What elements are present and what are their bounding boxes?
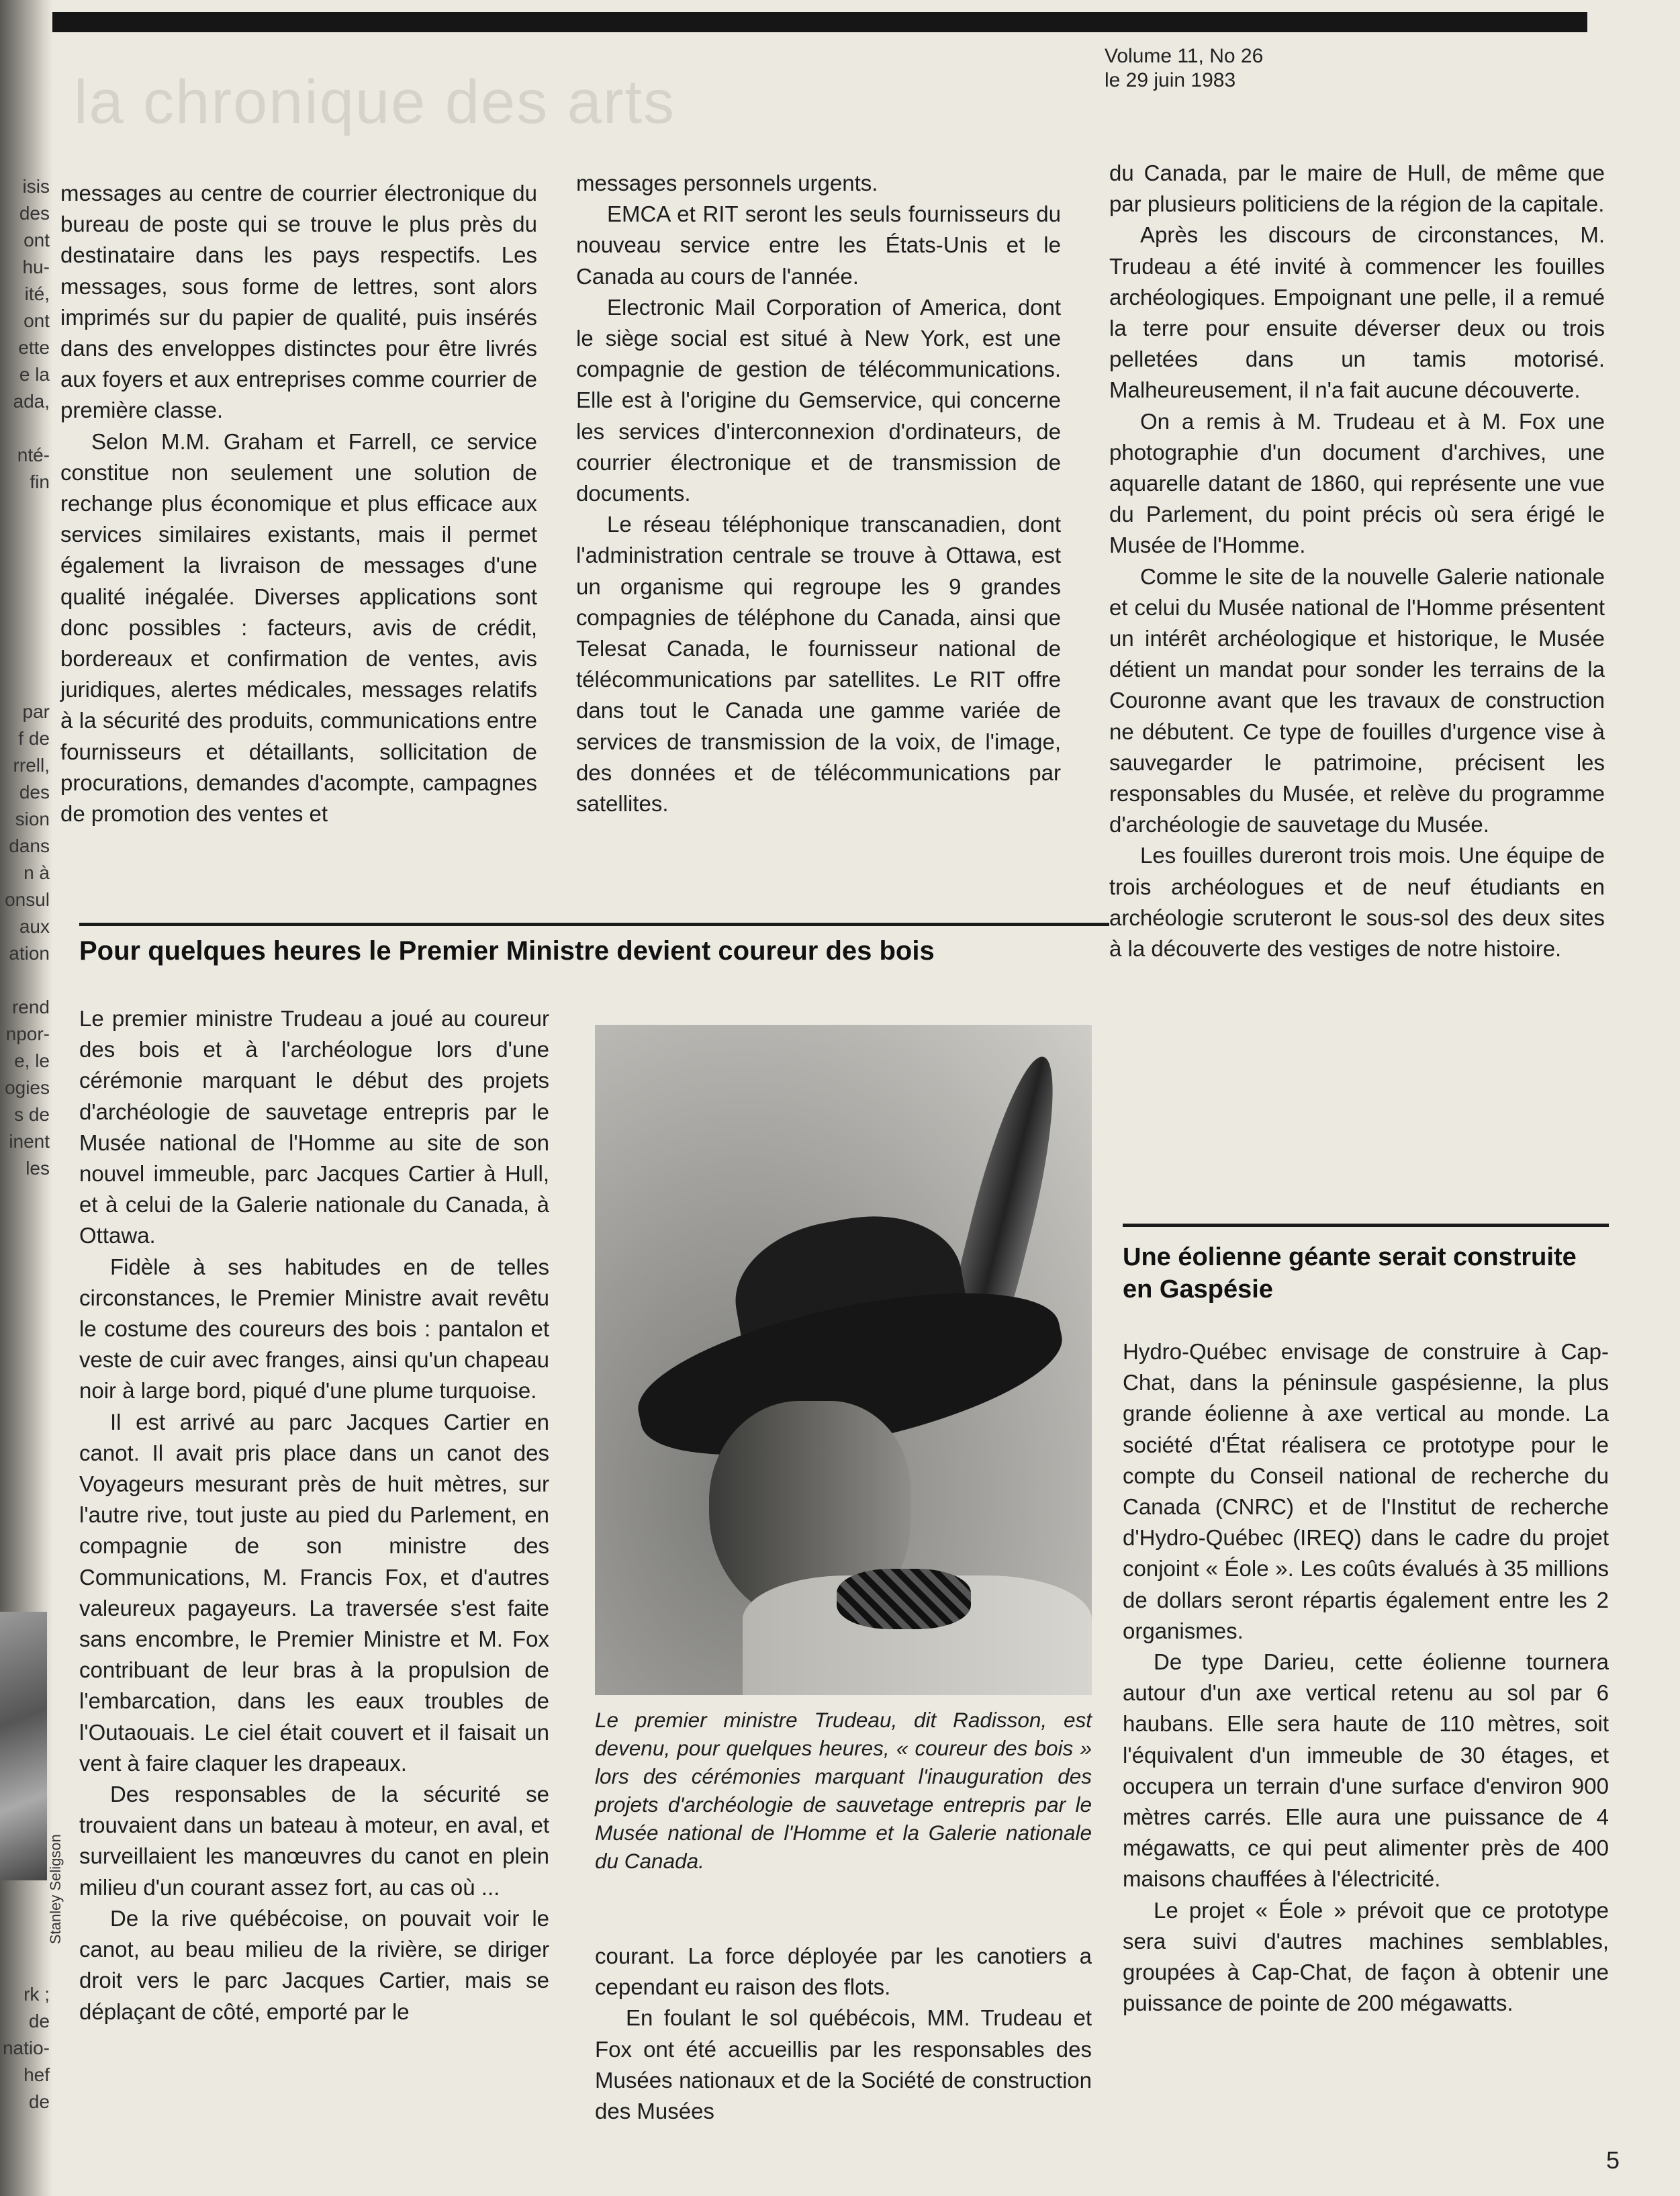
- margin-fragments-top: [0, 173, 50, 496]
- trudeau-photo: [595, 1025, 1092, 1695]
- margin-fragment: rk ; de: [24, 1984, 50, 2031]
- paragraph: Des responsables de la sécurité se trouvaient dans un bateau à moteur, en aval, et surveillaient les manœuvres du canot en plein milieu d'un courant assez fort, au cas où ...: [79, 1782, 549, 1900]
- margin-fragment: des: [19, 203, 50, 224]
- margin-spacer: [0, 967, 50, 994]
- paragraph: Fidèle à ses habitudes en de telles circonstances, le Premier Ministre avait revêtu le costume des coureurs des bois : pantalon et veste de cuir avec franges, ainsi qu'un chapeau noir à large bord, piqué d'une plume turquoise.: [79, 1254, 549, 1404]
- margin-fragment: ada,: [13, 391, 50, 412]
- article3-rule: [1123, 1224, 1609, 1227]
- margin-fragment: nté-: [17, 445, 50, 465]
- margin-fragment: onsul: [5, 889, 50, 910]
- margin-fragment: rrell,: [13, 755, 50, 776]
- article3-headline: Une éolienne géante serait construite en Gaspésie: [1123, 1243, 1577, 1303]
- margin-fragment: e la: [19, 364, 50, 385]
- paragraph: Le réseau téléphonique transcanadien, dont l'administration centrale se trouve à Ottawa, est un organisme qui regroupe les 9 grandes compagnies de téléphone du Canada, ainsi que Telesat Canada, le fournisseur national de télécommunications par satellites. Le RIT offre dans tout le Canada une gamme variée de services de transmission de la voix, de l'image, des données et de télécommunications par satellites.: [576, 512, 1061, 817]
- paragraph: Après les discours de circonstances, M. Trudeau a été invité à commencer les fouilles archéologiques. Empoignant une pelle, il a remué la terre pour ensuite déverser deux ou trois pelletées dans un tamis motorisé. Malheureusement, il n'a fait aucune découverte.: [1109, 222, 1605, 403]
- paragraph: messages au centre de courrier électronique du bureau de poste qui se trouve le plus près du destinataire dans les pays respectifs. Les messages, sous forme de lettres, sont alors imprimés sur du papier de qualité, puis insérés dans des enveloppes distinctes pour être livrés aux foyers et aux entreprises comme courrier de première classe.: [60, 181, 537, 423]
- margin-fragment: npor-: [5, 1023, 50, 1044]
- article2-col2: [595, 1941, 1092, 2127]
- paragraph: De la rive québécoise, on pouvait voir le canot, au beau milieu de la rivière, se diriger droit vers le parc Jacques Cartier, mais se déplaçant de côté, emporté par le: [79, 1905, 549, 2024]
- margin-fragment: s de: [14, 1104, 50, 1125]
- margin-fragment: isis: [22, 176, 50, 197]
- paragraph: Il est arrivé au parc Jacques Cartier en canot. Il avait pris place dans un canot des Voyageurs mesurant près de huit mètres, sur l'autre rive, tout juste au pied du Parlement, en compagnie de son ministre des Communications, M. Francis Fox, et d'autres valeureux pagayeurs. La traversée s'est faite sans encombre, le Premier Ministre et M. Fox contribuant de leur bras à la propulsion de l'embarcation, dans les eaux troubles de l'Outaouais. Le ciel était couvert et il faisait un vent à faire claquer les drapeaux.: [79, 1409, 549, 1776]
- volume-number: Volume 11, No 26: [1105, 45, 1264, 67]
- paragraph: messages personnels urgents.: [576, 171, 878, 195]
- issue-date: le 29 juin 1983: [1105, 69, 1236, 91]
- photo-caption: Le premier ministre Trudeau, dit Radisson, est devenu, pour quelques heures, « coureur des bois » lors des cérémonies marquant l'inauguration des projets d'archéologie de sauvetage entrepris par le Musée national de l'Homme et la Galerie nationale du Canada.: [595, 1708, 1092, 1873]
- paragraph: EMCA et RIT seront les seuls fournisseurs du nouveau service entre les États-Unis et le Canada au cours de l'année.: [576, 201, 1061, 289]
- margin-fragments-mid: [0, 698, 50, 1182]
- margin-fragment: hu-: [22, 257, 50, 277]
- paragraph: Selon M.M. Graham et Farrell, ce service constitue non seulement une solution de rechange plus économique et plus efficace aux services similaires existants, mais il permet également la livraison de messages d'une qualité inégalée. Diverses applications sont donc possibles : facteurs, avis de crédit, bordereaux et confirmation de ventes, avis juridiques, alertes médicales, messages relatifs à la sécurité des produits, communications entre fournisseurs et détaillants, sollicitation de procurations, demandes d'acompte, campagnes de promotion des ventes et: [60, 428, 537, 827]
- margin-fragment: rend: [11, 997, 50, 1017]
- adjacent-page-photo: [0, 1612, 47, 1880]
- paragraph: De type Darieu, cette éolienne tournera autour d'un axe vertical retenu au sol par 6 haubans. Elle sera haute de 110 mètres, soit l'équivalent d'un immeuble de 30 étages, et occupera un terrain d'une surface d'environ 900 mètres carrés. Elle aura une puissance de 4 mégawatts, ce qui peut alimenter près de 400 maisons chauffées à l'électricité.: [1123, 1649, 1609, 1892]
- margin-fragment: les: [26, 1158, 50, 1179]
- margin-fragment: dans: [9, 835, 50, 856]
- article1-col1: [60, 178, 537, 829]
- margin-fragment: ogies: [5, 1077, 50, 1098]
- margin-fragment: par: [22, 701, 50, 722]
- margin-fragment: sion: [15, 809, 50, 829]
- article2-col1: [79, 1003, 549, 2027]
- masthead-watermark: la chronique des arts: [74, 68, 676, 136]
- margin-fragment: ette: [18, 337, 50, 358]
- margin-fragment: aux: [19, 916, 50, 937]
- margin-fragment: e, le: [14, 1050, 50, 1071]
- paragraph: Electronic Mail Corporation of America, dont le siège social est situé à New York, est une compagnie de gestion de télécommunications. Elle est à l'origine du Gemservice, qui concerne les services d'interconnexion d'ordinateurs, de courrier électronique et de transmission de documents.: [576, 294, 1061, 506]
- margin-fragment: hef de: [24, 2064, 50, 2112]
- page-number: 5: [1606, 2146, 1620, 2174]
- header-bar: [52, 12, 1587, 32]
- article2-col3: [1109, 158, 1605, 964]
- paragraph: En foulant le sol québécois, MM. Trudeau et Fox ont été accueillis par les responsables des Musées nationaux et de la Société de construction des Musées: [595, 2005, 1092, 2124]
- paragraph: courant. La force déployée par les canotiers a cependant eu raison des flots.: [595, 1943, 1092, 2000]
- margin-fragment: ont: [24, 310, 50, 331]
- margin-fragment: fin: [30, 471, 50, 492]
- article2-rule: [79, 923, 1109, 926]
- paragraph: Comme le site de la nouvelle Galerie nationale et celui du Musée national de l'Homme présentent un intérêt archéologique et historique, le Musée détient un mandat pour sonder les terrains de la Couronne avant que les travaux de construction ne débutent. Ce type de fouilles d'urgence vise à sauvegarder le patrimoine, précisent les responsables du Musée, et relève du programme d'archéologie de sauvetage du Musée.: [1109, 563, 1605, 837]
- paragraph: On a remis à M. Trudeau et à M. Fox une photographie d'un document d'archives, une aquarelle datant de 1860, qui représente une vue du Parlement, du point précis où sera érigé le Musée de l'Homme.: [1109, 408, 1605, 558]
- article2-headline: Pour quelques heures le Premier Ministre devient coureur des bois: [79, 936, 935, 966]
- paragraph: Le projet « Éole » prévoit que ce prototype sera suivi d'autres machines semblables, groupées à Cap-Chat, de façon à obtenir une puissance de pointe de 200 mégawatts.: [1123, 1897, 1609, 2016]
- paragraph: Le premier ministre Trudeau a joué au coureur des bois et à l'archéologue lors d'une cérémonie marquant le début des projets d'archéologie de sauvetage entrepris par le Musée national de l'Homme au site de son nouvel immeuble, parc Jacques Cartier à Hull, et à celui de la Galerie nationale du Canada, à Ottawa.: [79, 1006, 549, 1248]
- scarf-shape: [837, 1569, 971, 1629]
- paragraph: du Canada, par le maire de Hull, de même que par plusieurs politiciens de la région de la capitale.: [1109, 161, 1605, 217]
- paragraph: Hydro-Québec envisage de construire à Cap-Chat, dans la péninsule gaspésienne, la plus grande éolienne à axe vertical au monde. La société d'État réalisera ce prototype pour le compte du Conseil national de recherche du Canada (CNRC) et de l'Institut de recherche d'Hydro-Québec (IREQ) dans le cadre du projet conjoint « Éole ». Les coûts évalués à 35 millions de dollars seront répartis également entre les 2 organismes.: [1123, 1339, 1609, 1643]
- margin-fragment: natio-: [2, 2038, 50, 2058]
- paragraph: Les fouilles dureront trois mois. Une équipe de trois archéologues et de neuf étudiants en archéologie scruteront le sous-sol des deux sites à la découverte des vestiges de notre histoire.: [1109, 843, 1605, 962]
- margin-fragment: inent: [9, 1131, 50, 1152]
- margin-fragment: n à: [24, 862, 50, 883]
- article3-body: [1123, 1336, 1609, 2019]
- margin-fragment: ation: [9, 943, 50, 964]
- margin-fragment: des: [19, 782, 50, 803]
- article1-col2: [576, 168, 1061, 819]
- photo-credit: Stanley Seligson: [47, 1834, 64, 1944]
- margin-fragment: ont: [24, 230, 50, 250]
- margin-fragment: f de: [18, 728, 50, 749]
- margin-fragment: ité,: [24, 283, 50, 304]
- margin-spacer: [0, 415, 50, 442]
- margin-fragments-bottom: [0, 1981, 50, 2115]
- issue-info: [1105, 44, 1263, 93]
